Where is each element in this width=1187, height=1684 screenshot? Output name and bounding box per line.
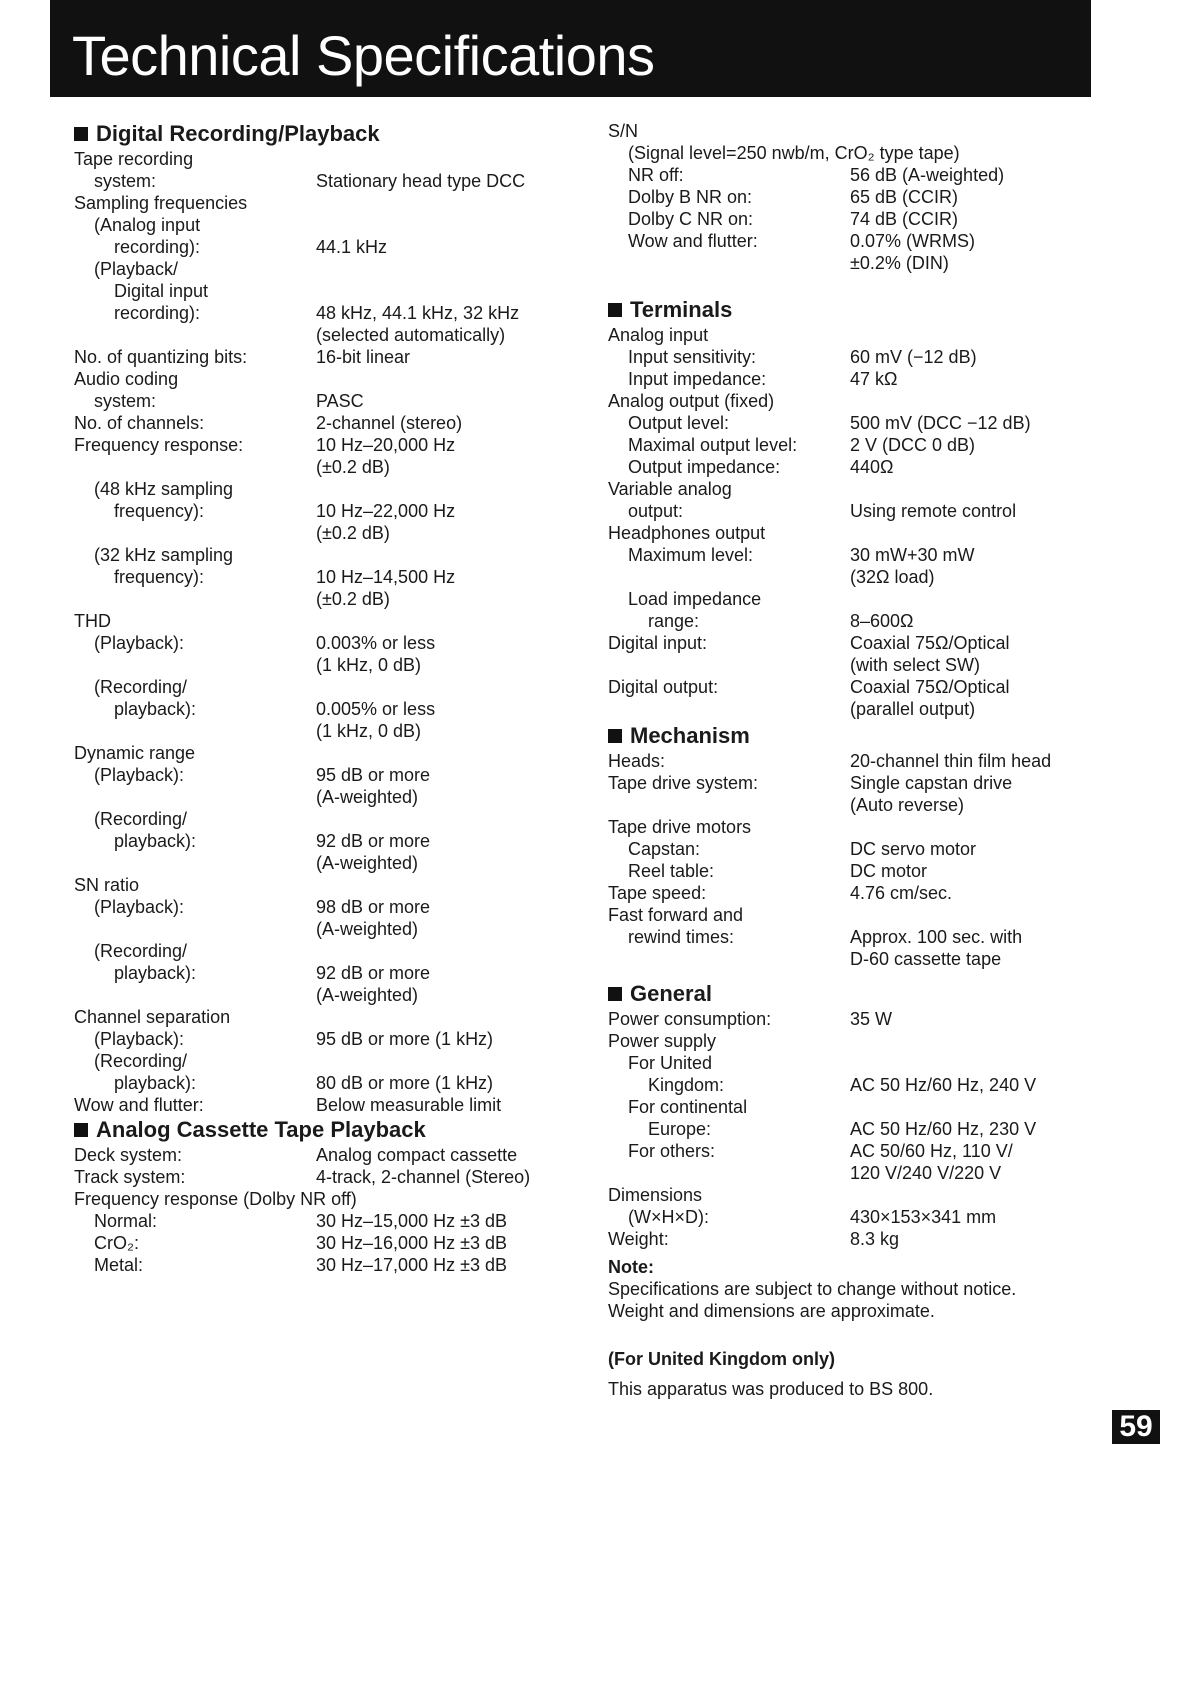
spec-row <box>608 654 1078 676</box>
spec-label: (Playback): <box>94 765 185 785</box>
spec-row <box>74 808 574 830</box>
spec-label: Dolby B NR on: <box>628 187 753 207</box>
spec-label: SN ratio <box>74 875 140 895</box>
spec-value: D-60 cassette tape <box>850 949 1002 969</box>
spec-label: For United <box>628 1053 713 1073</box>
spec-row <box>74 874 574 896</box>
spec-row <box>74 566 574 588</box>
spec-label: Weight: <box>608 1229 669 1249</box>
spec-value: 8–600Ω <box>850 611 914 631</box>
spec-label: Digital input: <box>608 633 708 653</box>
heading-text: Analog Cassette Tape Playback <box>96 1117 426 1142</box>
left-column <box>74 120 574 1276</box>
spec-label: Maximum level: <box>628 545 754 565</box>
spec-label: (32 kHz sampling <box>94 545 234 565</box>
spec-row <box>74 654 574 676</box>
bullet-square-icon <box>608 987 622 1001</box>
spec-row <box>74 940 574 962</box>
spec-value: (32Ω load) <box>850 567 935 587</box>
spec-row <box>74 148 574 170</box>
spec-row <box>74 852 574 874</box>
spec-row <box>74 258 574 280</box>
spec-label: Kingdom: <box>648 1075 725 1095</box>
spec-row <box>608 1140 1078 1162</box>
spec-value: (A-weighted) <box>316 919 419 939</box>
spec-row <box>74 786 574 808</box>
spec-label: output: <box>628 501 684 521</box>
spec-label: Dolby C NR on: <box>628 209 754 229</box>
spec-value: 30 Hz–16,000 Hz ±3 dB <box>316 1233 507 1253</box>
spec-value: (parallel output) <box>850 699 976 719</box>
spec-value: 74 dB (CCIR) <box>850 209 959 229</box>
spec-row <box>74 1254 574 1276</box>
spec-value: AC 50/60 Hz, 110 V/ <box>850 1141 1013 1161</box>
spec-label: Sampling frequencies <box>74 193 248 213</box>
spec-label: system: <box>94 391 157 411</box>
spec-label: (Recording/ <box>94 941 188 961</box>
note-heading: Note: <box>608 1257 654 1277</box>
spec-label: Digital input <box>114 281 209 301</box>
spec-row <box>74 456 574 478</box>
spec-row <box>608 230 1078 252</box>
spec-row <box>608 142 1078 164</box>
spec-value: 30 mW+30 mW <box>850 545 975 565</box>
spec-value: Using remote control <box>850 501 1017 521</box>
spec-row <box>74 478 574 500</box>
spec-row <box>608 676 1078 698</box>
spec-row <box>74 192 574 214</box>
spec-row <box>608 904 1078 926</box>
spec-row <box>608 1030 1078 1052</box>
spec-row <box>74 280 574 302</box>
spec-label: Capstan: <box>628 839 701 859</box>
spec-row <box>74 720 574 742</box>
spec-value: 30 Hz–17,000 Hz ±3 dB <box>316 1255 507 1275</box>
spec-row <box>608 1162 1078 1184</box>
spec-label: frequency): <box>114 501 205 521</box>
heading-text: Terminals <box>630 297 733 322</box>
spec-list-analog <box>74 1144 574 1276</box>
spec-label: (48 kHz sampling <box>94 479 234 499</box>
spec-label: Frequency response: <box>74 435 244 455</box>
spec-row <box>74 434 574 456</box>
spec-row <box>608 252 1078 274</box>
spacer <box>608 1322 1078 1348</box>
spec-row <box>608 750 1078 772</box>
spec-value: 4-track, 2-channel (Stereo) <box>316 1167 531 1187</box>
spec-list-sn <box>608 120 1078 274</box>
spec-label: (Analog input <box>94 215 201 235</box>
spec-label: THD <box>74 611 111 631</box>
spec-label: frequency): <box>114 567 205 587</box>
spec-row <box>608 1052 1078 1074</box>
spec-label: Output impedance: <box>628 457 781 477</box>
spec-label: Tape speed: <box>608 883 707 903</box>
spec-label: system: <box>94 171 157 191</box>
spec-value: 0.005% or less <box>316 699 436 719</box>
spec-row <box>74 896 574 918</box>
uk-heading: (For United Kingdom only) <box>608 1349 835 1369</box>
spec-row <box>608 838 1078 860</box>
spec-row <box>74 1094 574 1116</box>
spec-label: Tape drive motors <box>608 817 752 837</box>
spec-row <box>74 302 574 324</box>
heading-text: Digital Recording/Playback <box>96 121 380 146</box>
spec-list-general <box>608 1008 1078 1250</box>
spec-label: playback): <box>114 699 197 719</box>
spec-label: NR off: <box>628 165 684 185</box>
spec-value: 56 dB (A-weighted) <box>850 165 1005 185</box>
spec-row <box>608 588 1078 610</box>
spec-value: Analog compact cassette <box>316 1145 518 1165</box>
spec-row <box>74 346 574 368</box>
spec-value: 2 V (DCC 0 dB) <box>850 435 976 455</box>
bullet-square-icon <box>74 127 88 141</box>
spec-row <box>74 522 574 544</box>
spec-label: Analog output (fixed) <box>608 391 775 411</box>
spec-label: No. of quantizing bits: <box>74 347 248 367</box>
spec-row <box>74 632 574 654</box>
spec-row <box>608 1008 1078 1030</box>
spec-row <box>608 816 1078 838</box>
spec-label: For others: <box>628 1141 716 1161</box>
spec-label: Output level: <box>628 413 730 433</box>
spec-row <box>74 1210 574 1232</box>
spec-row <box>74 1050 574 1072</box>
spec-label: Variable analog <box>608 479 732 499</box>
spec-label: Audio coding <box>74 369 179 389</box>
spec-row <box>608 610 1078 632</box>
spec-label: S/N <box>608 121 639 141</box>
spec-row <box>74 984 574 1006</box>
spec-label: (Signal level=250 nwb/m, CrO₂ type tape) <box>628 143 960 163</box>
spec-row <box>74 610 574 632</box>
spec-label: Dimensions <box>608 1185 703 1205</box>
spec-value: 430×153×341 mm <box>850 1207 997 1227</box>
spec-label: (Playback): <box>94 897 185 917</box>
spec-row <box>74 962 574 984</box>
spec-label: CrO₂: <box>94 1233 139 1253</box>
spec-value: 80 dB or more (1 kHz) <box>316 1073 494 1093</box>
spec-value: ±0.2% (DIN) <box>850 253 949 273</box>
spec-value: 44.1 kHz <box>316 237 388 257</box>
spec-row <box>608 120 1078 142</box>
spec-list-terminals <box>608 324 1078 720</box>
spec-value: 20-channel thin film head <box>850 751 1052 771</box>
spec-label: Tape recording <box>74 149 194 169</box>
spec-row <box>74 698 574 720</box>
spec-label: Metal: <box>94 1255 144 1275</box>
spec-value: 0.07% (WRMS) <box>850 231 976 251</box>
spec-row <box>74 588 574 610</box>
spec-row <box>74 1188 574 1210</box>
spec-row <box>74 1232 574 1254</box>
spec-value: DC motor <box>850 861 928 881</box>
spec-value: DC servo motor <box>850 839 977 859</box>
spec-label: recording): <box>114 303 201 323</box>
spec-row <box>74 830 574 852</box>
spec-value: Below measurable limit <box>316 1095 502 1115</box>
spec-list-digital <box>74 148 574 1116</box>
spec-row <box>74 1028 574 1050</box>
spec-value: 2-channel (stereo) <box>316 413 463 433</box>
spec-value: (with select SW) <box>850 655 981 675</box>
spec-value: Stationary head type DCC <box>316 171 526 191</box>
spec-label: Dynamic range <box>74 743 196 763</box>
spec-row <box>74 368 574 390</box>
spec-value: (±0.2 dB) <box>316 457 390 477</box>
note-line: Specifications are subject to change without notice. <box>608 1279 1017 1299</box>
spec-label: Tape drive system: <box>608 773 759 793</box>
spec-value: 92 dB or more <box>316 963 431 983</box>
spacer <box>608 970 1078 980</box>
spec-row <box>608 478 1078 500</box>
spec-row <box>74 324 574 346</box>
spec-row <box>74 918 574 940</box>
spec-label: (Recording/ <box>94 809 188 829</box>
spec-row <box>608 522 1078 544</box>
spec-row <box>608 566 1078 588</box>
spec-label: (Recording/ <box>94 677 188 697</box>
spec-row <box>608 926 1078 948</box>
spec-value: AC 50 Hz/60 Hz, 240 V <box>850 1075 1037 1095</box>
spec-row <box>74 1072 574 1094</box>
spec-row <box>608 1206 1078 1228</box>
spacer <box>608 1370 1078 1378</box>
spec-value: Approx. 100 sec. with <box>850 927 1023 947</box>
spec-row <box>608 324 1078 346</box>
spec-row <box>608 208 1078 230</box>
spacer <box>608 274 1078 296</box>
spec-row <box>608 456 1078 478</box>
spec-row <box>608 434 1078 456</box>
spec-value: 98 dB or more <box>316 897 431 917</box>
spec-row <box>74 764 574 786</box>
spec-label: Maximal output level: <box>628 435 798 455</box>
note-line: Weight and dimensions are approximate. <box>608 1301 935 1321</box>
spec-row <box>608 500 1078 522</box>
spec-label: No. of channels: <box>74 413 205 433</box>
spec-value: 47 kΩ <box>850 369 898 389</box>
spec-value: 95 dB or more (1 kHz) <box>316 1029 494 1049</box>
spec-row <box>608 346 1078 368</box>
spec-row <box>608 1184 1078 1206</box>
spec-row <box>74 214 574 236</box>
section-heading-digital <box>74 120 574 148</box>
spec-row <box>74 676 574 698</box>
heading-text: General <box>630 981 712 1006</box>
section-heading-general <box>608 980 1078 1008</box>
spec-value: (A-weighted) <box>316 853 419 873</box>
spec-row <box>608 390 1078 412</box>
spec-row <box>74 544 574 566</box>
spec-label: Track system: <box>74 1167 186 1187</box>
uk-text: This apparatus was produced to BS 800. <box>608 1379 934 1399</box>
spec-row <box>74 1006 574 1028</box>
spec-value: (Auto reverse) <box>850 795 965 815</box>
spec-label: (Recording/ <box>94 1051 188 1071</box>
spec-row <box>74 412 574 434</box>
spec-label: Power consumption: <box>608 1009 772 1029</box>
spec-label: rewind times: <box>628 927 735 947</box>
spec-label: Deck system: <box>74 1145 183 1165</box>
spec-row <box>608 794 1078 816</box>
spec-value: 30 Hz–15,000 Hz ±3 dB <box>316 1211 507 1231</box>
bullet-square-icon <box>608 303 622 317</box>
spec-row <box>74 742 574 764</box>
spec-label: Load impedance <box>628 589 762 609</box>
bullet-square-icon <box>74 1123 88 1137</box>
spec-value: 4.76 cm/sec. <box>850 883 953 903</box>
spec-row <box>608 772 1078 794</box>
spec-row <box>74 390 574 412</box>
spec-label: (Playback/ <box>94 259 179 279</box>
spec-value: (A-weighted) <box>316 985 419 1005</box>
spec-row <box>608 882 1078 904</box>
spec-label: Headphones output <box>608 523 766 543</box>
spec-row <box>608 698 1078 720</box>
spec-value: (1 kHz, 0 dB) <box>316 721 422 741</box>
spec-label: For continental <box>628 1097 748 1117</box>
heading-text: Mechanism <box>630 723 750 748</box>
spec-label: range: <box>648 611 700 631</box>
spec-label: Input sensitivity: <box>628 347 757 367</box>
spec-value: Coaxial 75Ω/Optical <box>850 677 1010 697</box>
section-heading-mechanism <box>608 722 1078 750</box>
spec-row <box>608 948 1078 970</box>
spec-label: Europe: <box>648 1119 712 1139</box>
spec-label: (W×H×D): <box>628 1207 709 1227</box>
spec-row <box>608 544 1078 566</box>
spec-value: 48 kHz, 44.1 kHz, 32 kHz <box>316 303 520 323</box>
spec-row <box>608 1096 1078 1118</box>
page-title: Technical Specifications <box>72 24 655 87</box>
spec-value: 10 Hz–20,000 Hz <box>316 435 456 455</box>
spec-label: playback): <box>114 1073 197 1093</box>
spec-value: PASC <box>316 391 364 411</box>
spec-value: 500 mV (DCC −12 dB) <box>850 413 1031 433</box>
spec-value: 95 dB or more <box>316 765 431 785</box>
spec-value: (±0.2 dB) <box>316 589 390 609</box>
spec-value: 60 mV (−12 dB) <box>850 347 977 367</box>
spec-label: Reel table: <box>628 861 715 881</box>
spec-label: Fast forward and <box>608 905 744 925</box>
spec-row <box>608 1074 1078 1096</box>
bullet-square-icon <box>608 729 622 743</box>
spec-row <box>608 860 1078 882</box>
spec-label: Frequency response (Dolby NR off) <box>74 1189 357 1209</box>
spec-label: Analog input <box>608 325 709 345</box>
spec-row <box>608 412 1078 434</box>
spec-value: (A-weighted) <box>316 787 419 807</box>
spec-value: (1 kHz, 0 dB) <box>316 655 422 675</box>
spec-row <box>608 1118 1078 1140</box>
spec-value: AC 50 Hz/60 Hz, 230 V <box>850 1119 1037 1139</box>
spec-value: 16-bit linear <box>316 347 411 367</box>
spec-label: Wow and flutter: <box>628 231 758 251</box>
spec-label: (Playback): <box>94 1029 185 1049</box>
spec-row <box>74 1144 574 1166</box>
spec-label: Channel separation <box>74 1007 231 1027</box>
spec-value: 0.003% or less <box>316 633 436 653</box>
spec-label: Normal: <box>94 1211 158 1231</box>
spec-value: 8.3 kg <box>850 1229 900 1249</box>
spec-value: (selected automatically) <box>316 325 506 345</box>
spec-value: 35 W <box>850 1009 893 1029</box>
spec-value: 120 V/240 V/220 V <box>850 1163 1002 1183</box>
section-heading-terminals <box>608 296 1078 324</box>
spec-label: (Playback): <box>94 633 185 653</box>
section-heading-analog <box>74 1116 574 1144</box>
spec-label: Heads: <box>608 751 666 771</box>
spec-value: 10 Hz–22,000 Hz <box>316 501 456 521</box>
spec-row <box>74 236 574 258</box>
spec-label: Digital output: <box>608 677 719 697</box>
spec-value: 92 dB or more <box>316 831 431 851</box>
spec-list-mechanism <box>608 750 1078 970</box>
spec-row <box>608 164 1078 186</box>
spec-row <box>608 186 1078 208</box>
right-column <box>608 120 1078 1400</box>
spec-value: 65 dB (CCIR) <box>850 187 959 207</box>
spec-label: playback): <box>114 963 197 983</box>
spec-label: Wow and flutter: <box>74 1095 204 1115</box>
spec-row <box>608 1228 1078 1250</box>
spec-value: 440Ω <box>850 457 894 477</box>
spec-value: 10 Hz–14,500 Hz <box>316 567 456 587</box>
spec-label: Input impedance: <box>628 369 767 389</box>
spec-value: Coaxial 75Ω/Optical <box>850 633 1010 653</box>
spec-label: recording): <box>114 237 201 257</box>
spec-value: (±0.2 dB) <box>316 523 390 543</box>
spec-value: Single capstan drive <box>850 773 1013 793</box>
spec-row <box>608 632 1078 654</box>
spec-row <box>74 170 574 192</box>
page-number: 59 <box>1112 1410 1160 1444</box>
spec-label: playback): <box>114 831 197 851</box>
spec-row <box>608 368 1078 390</box>
spec-row <box>74 500 574 522</box>
spec-label: Power supply <box>608 1031 717 1051</box>
spec-row <box>74 1166 574 1188</box>
